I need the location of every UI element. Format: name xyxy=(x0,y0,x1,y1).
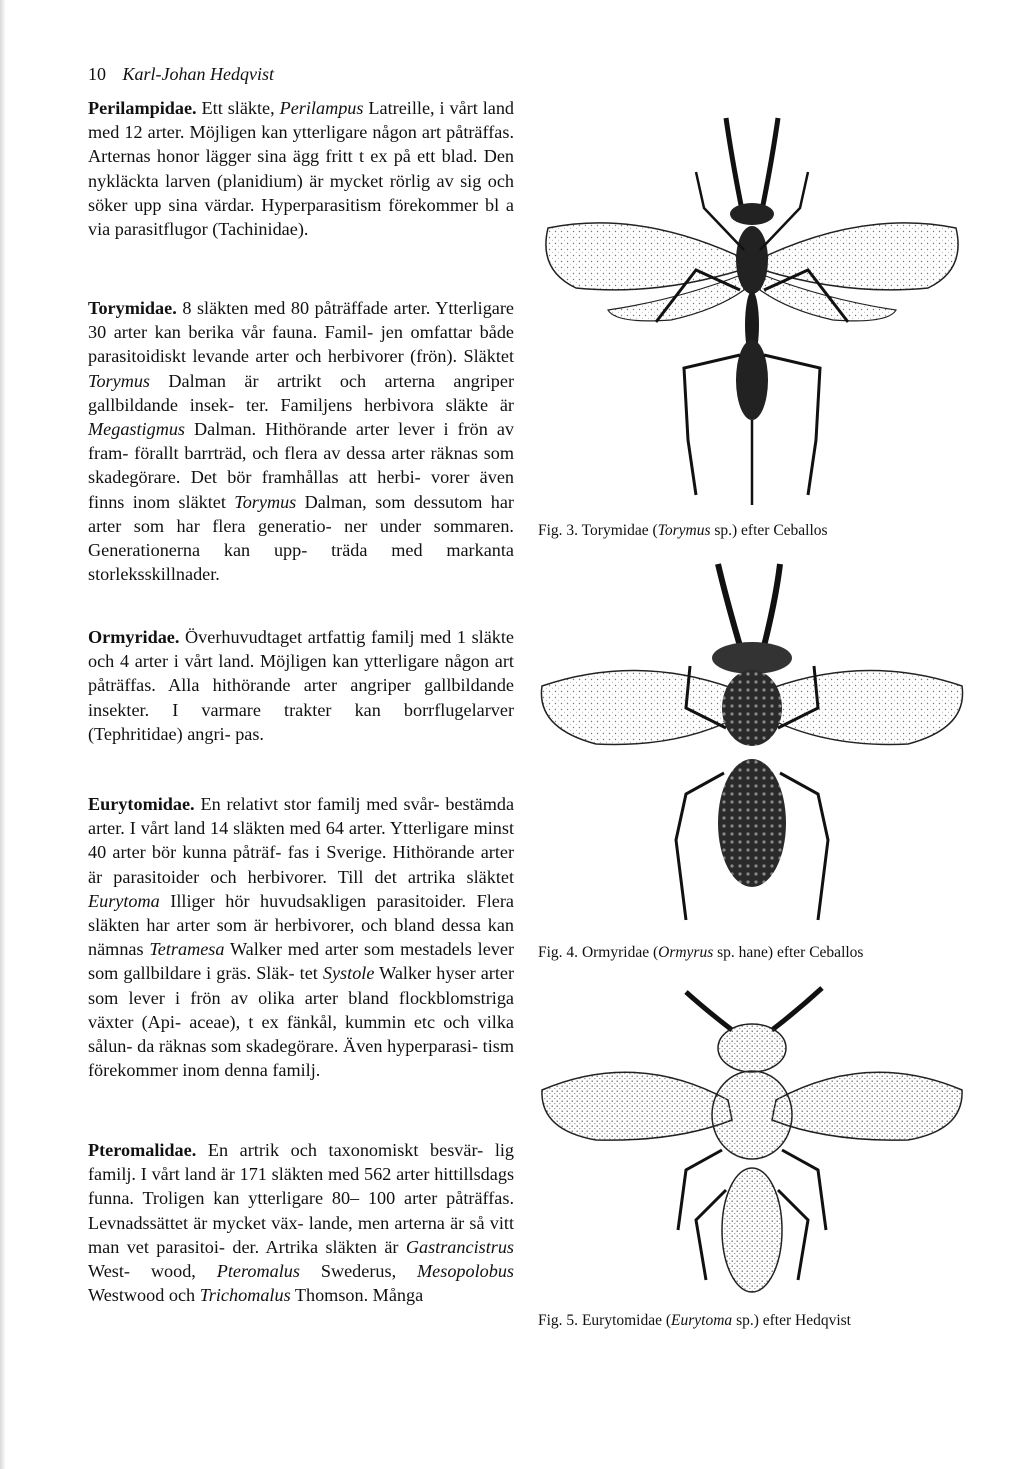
figure-5-caption: Fig. 5. Eurytomidae (Eurytoma sp.) efter Hedqvist xyxy=(538,1312,851,1329)
body-text: olika arter bland flockblomstriga växter (Api- xyxy=(88,987,515,1032)
page-number: 10 xyxy=(88,64,106,84)
section-eurytomidae xyxy=(88,792,514,1082)
body-text: via parasitflugor (Tachinidae). xyxy=(88,219,309,240)
body-text: Latreille, i xyxy=(363,98,445,118)
body-text: arter. Ytterligare minst 40 arter bör kunna påträf- xyxy=(88,818,514,863)
section-torymidae xyxy=(88,296,514,586)
taxon-name: Eurytoma xyxy=(88,890,160,911)
body-text: lande, men arterna är så vitt man vet parasitoi- xyxy=(88,1212,514,1257)
figure-3-torymus-illustration xyxy=(536,110,968,510)
section-paragraph xyxy=(88,1138,514,1307)
body-text: jen omfattar både parasitoidiskt levande arter xyxy=(88,322,514,367)
body-text: 100 arter påträffas. Levnadssättet är mycket väx- xyxy=(88,1188,514,1233)
body-text: Westwood och xyxy=(88,1285,200,1306)
taxon-name: Torymus xyxy=(234,491,297,512)
body-text: förallt barrträd, och flera av dessa arter räknas xyxy=(134,443,478,464)
body-text: sina värdar. Hyperparasitism förekommer bl a xyxy=(168,194,515,215)
body-text: som dessutom har arter som har flera generatio- xyxy=(88,491,514,536)
body-text: 8 släkten med 80 påträffade arter. xyxy=(182,298,431,318)
body-text: och herbivorer (frön). Släktet xyxy=(295,346,514,367)
section-ormyridae xyxy=(88,625,514,746)
body-text: Walker hyser arter som lever i frön av xyxy=(88,963,515,1008)
section-pteromalidae xyxy=(88,1138,514,1307)
body-text: aceae), t ex fänkål, kummin etc och vilka sålun- xyxy=(88,1011,514,1057)
section-paragraph xyxy=(88,296,514,586)
figure-3-caption: Fig. 3. Torymidae (Torymus sp.) efter Ceballos xyxy=(538,522,828,539)
body-text: Dalman xyxy=(150,370,226,391)
section-heading: Ormyridae. xyxy=(88,627,180,647)
section-paragraph xyxy=(88,96,514,241)
section-heading: Eurytomidae. xyxy=(88,794,195,814)
body-text: släkten har arter som är herbivorer, och bland xyxy=(88,915,435,936)
body-text: Dalman, xyxy=(296,491,367,512)
section-heading: Torymidae. xyxy=(88,298,177,318)
body-text: (planidium) är mycket rörlig av sig och söker upp xyxy=(88,170,514,215)
section-paragraph xyxy=(88,625,514,746)
body-text: Illiger hör huvudsakligen parasitoider. Flera xyxy=(170,890,514,911)
body-text: hittillsdags funna. Troligen kan ytterligare 80– xyxy=(88,1164,515,1209)
body-text: ner under sommaren. Generationerna kan upp- xyxy=(88,515,514,561)
body-text: pas. xyxy=(235,723,264,744)
taxon-name: Perilampus xyxy=(279,98,364,118)
body-text: Dalman. Hithörande arter lever i frön av fram- xyxy=(88,419,514,464)
page-edge-shadow xyxy=(0,0,6,1469)
body-text: Swederus, xyxy=(299,1261,418,1282)
section-heading: Perilampidae. xyxy=(88,98,197,118)
body-text: ytterligare någon art påträffas. Alla hithörande xyxy=(88,651,514,696)
body-text: dessa kan nämnas xyxy=(88,915,515,960)
taxon-name: Gastrancistrus xyxy=(405,1236,515,1257)
body-text: bestämda arter. I vårt land 14 släkten med 64 xyxy=(88,794,515,839)
taxon-name: Megastigmus xyxy=(88,419,185,440)
section-paragraph xyxy=(88,792,514,1082)
body-text: vårt land med 12 arter. Möjligen kan ytterligare xyxy=(88,98,515,143)
body-text: som mestadels lever som gallbildare i gräs. Släk- xyxy=(88,939,515,984)
figure-5-eurytoma-illustration xyxy=(536,980,968,1304)
body-text: da räknas som skadegörare. Även hyperparasi- xyxy=(137,1036,478,1057)
figure-4-ormyrus-illustration xyxy=(536,558,968,932)
body-text: Walker med arter xyxy=(224,939,359,960)
taxon-name: Tetramesa xyxy=(149,939,225,960)
taxon-name: Mesopolobus xyxy=(417,1261,515,1282)
section-heading: Pteromalidae. xyxy=(88,1140,197,1160)
body-text: 1 släkte och 4 arter i vårt land. Möjligen kan xyxy=(88,627,514,672)
body-text: tism förekommer inom denna familj. xyxy=(88,1036,514,1081)
body-text: ägg fritt t ex på ett blad. Den nykläckta larven xyxy=(88,146,515,191)
body-text: En relativt stor familj med svår- xyxy=(200,794,440,814)
body-text: ter. Familjens herbivora släkte är xyxy=(246,394,514,415)
taxon-name: Systole xyxy=(322,963,375,984)
figure-4-caption: Fig. 4. Ormyridae (Ormyrus sp. hane) efter Ceballos xyxy=(538,944,864,961)
running-header xyxy=(88,64,274,85)
body-text: En artrik och taxonomiskt besvär- xyxy=(207,1140,484,1160)
taxon-name: Trichomalus xyxy=(199,1285,291,1306)
body-text: och herbivorer. Till det artrika släktet xyxy=(210,866,515,887)
running-author: Karl-Johan Hedqvist xyxy=(122,64,274,84)
body-text: Överhuvudtaget artfattig familj med xyxy=(185,627,452,647)
body-text: Thomson. Många xyxy=(290,1285,424,1306)
body-text: fas i Sverige. Hithörande arter är parasitoider xyxy=(88,842,515,887)
body-text: trakter kan borrflugelarver (Tephritidae) angri- xyxy=(88,699,515,744)
body-text: Ett släkte, xyxy=(201,98,280,118)
body-text: tet xyxy=(299,963,323,984)
body-text: der. Artrika släkten är xyxy=(232,1236,406,1257)
taxon-name: Torymus xyxy=(88,370,150,391)
body-text: någon art påträffas. Arternas honor lägger sina xyxy=(88,122,514,167)
body-text: lig familj. I vårt land är 171 släkten med 562 arter xyxy=(88,1140,515,1185)
body-text: arter angriper gallbildande insekter. I varmare xyxy=(88,675,514,720)
body-text: wood, xyxy=(150,1261,217,1282)
body-text: vorer även finns inom släktet xyxy=(88,467,514,512)
body-text: Ytterligare 30 arter kan berika vår fauna. Famil- xyxy=(88,298,515,343)
body-text: West- xyxy=(88,1261,130,1282)
body-text: träda med markanta storleksskillnader. xyxy=(88,540,514,585)
taxon-name: Pteromalus xyxy=(216,1261,300,1282)
body-text: är artrikt och arterna angriper gallbildande insek- xyxy=(88,370,514,415)
section-perilampidae xyxy=(88,96,514,241)
body-text: som skadegörare. Det bör framhållas att herbi- xyxy=(88,443,515,488)
